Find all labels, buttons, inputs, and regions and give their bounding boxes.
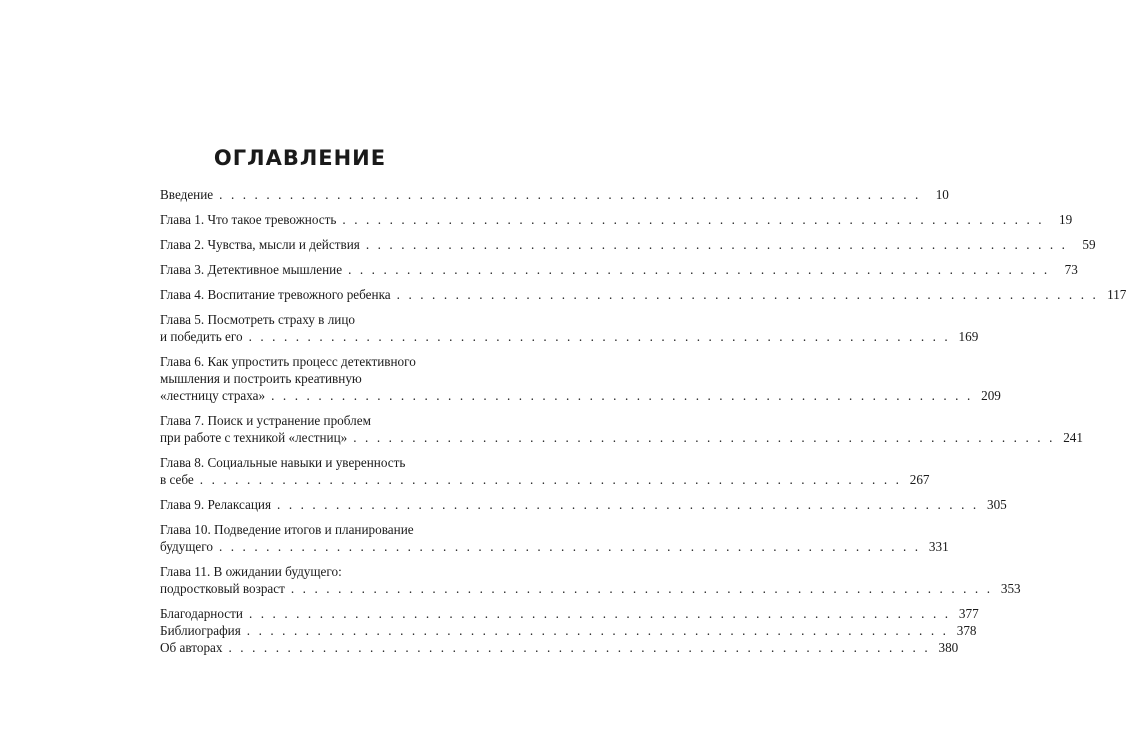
page-number: 241	[1063, 430, 1083, 445]
page-number: 209	[981, 388, 1001, 403]
dot-leader: . . . . . . . . . . . . . . . . . . . . . . . . . . . . . . . . . . . . . . . . . . . . . . . . . . . . . . . . . . . .	[199, 472, 902, 487]
page-number: 117	[1107, 287, 1126, 302]
toc-entry-title-line: мышления и построить креативную	[160, 371, 362, 386]
toc-entry-title-line: Глава 7. Поиск и устранение проблем	[160, 413, 371, 428]
page-number: 380	[938, 640, 959, 655]
toc-entry-chapter-9[interactable]	[160, 496, 1007, 513]
dot-leader: . . . . . . . . . . . . . . . . . . . . . . . . . . . . . . . . . . . . . . . . . . . . . . . . . . . . . . . . . . . .	[348, 262, 1050, 277]
toc-entry-chapter-8[interactable]	[160, 454, 930, 488]
toc-entry-chapter-7[interactable]	[160, 412, 1083, 446]
page-number: 59	[1082, 237, 1096, 252]
page-number: 169	[958, 329, 979, 344]
dot-leader: . . . . . . . . . . . . . . . . . . . . . . . . . . . . . . . . . . . . . . . . . . . . . . . . . . . . . . . . . . . .	[353, 430, 1055, 445]
dot-leader: . . . . . . . . . . . . . . . . . . . . . . . . . . . . . . . . . . . . . . . . . . . . . . . . . . . . . . . . . . . .	[277, 497, 979, 512]
dot-leader: . . . . . . . . . . . . . . . . . . . . . . . . . . . . . . . . . . . . . . . . . . . . . . . . . . . . . . . . . . . .	[342, 212, 1045, 227]
page-number: 73	[1064, 262, 1078, 277]
toc-entry-title-line: Глава 11. В ожидании будущего:	[160, 564, 342, 579]
toc-entry-chapter-5[interactable]	[160, 311, 979, 345]
toc-entry-title: Введение	[160, 187, 214, 202]
dot-leader: . . . . . . . . . . . . . . . . . . . . . . . . . . . . . . . . . . . . . . . . . . . . . . . . . . . . . . . . . . . .	[248, 606, 951, 621]
dot-leader: . . . . . . . . . . . . . . . . . . . . . . . . . . . . . . . . . . . . . . . . . . . . . . . . . . . . . . . . . . . .	[365, 237, 1068, 252]
dot-leader: . . . . . . . . . . . . . . . . . . . . . . . . . . . . . . . . . . . . . . . . . . . . . . . . . . . . . . . . . . . .	[248, 329, 951, 344]
toc-entry-acknowledgements[interactable]	[160, 605, 979, 622]
dot-leader: . . . . . . . . . . . . . . . . . . . . . . . . . . . . . . . . . . . . . . . . . . . . . . . . . . . . . . . . . . . .	[246, 623, 949, 638]
toc-entry-introduction[interactable]	[160, 186, 949, 203]
dot-leader: . . . . . . . . . . . . . . . . . . . . . . . . . . . . . . . . . . . . . . . . . . . . . . . . . . . . . . . . . . . .	[396, 287, 1099, 302]
toc-entry-title: Глава 3. Детективное мышление	[160, 262, 343, 277]
toc-entry-title-line: при работе с техникой «лестниц»	[160, 430, 348, 445]
toc-entry-title-line: и победить его	[160, 329, 243, 344]
toc-entry-title-line: Глава 6. Как упростить процесс детективного	[160, 354, 416, 369]
dot-leader: . . . . . . . . . . . . . . . . . . . . . . . . . . . . . . . . . . . . . . . . . . . . . . . . . . . . . . . . . . . .	[290, 581, 993, 596]
dot-leader: . . . . . . . . . . . . . . . . . . . . . . . . . . . . . . . . . . . . . . . . . . . . . . . . . . . . . . . . . . . .	[271, 388, 973, 403]
toc-entry-title-line: Глава 5. Посмотреть страху в лицо	[160, 312, 355, 327]
dot-leader: . . . . . . . . . . . . . . . . . . . . . . . . . . . . . . . . . . . . . . . . . . . . . . . . . . . . . . . . . . . .	[228, 640, 931, 655]
page-number: 305	[986, 497, 1007, 512]
page-number: 10	[935, 187, 949, 202]
toc-entry-bibliography[interactable]	[160, 622, 977, 639]
toc-entry-title-line: Глава 10. Подведение итогов и планирование	[160, 522, 414, 537]
toc-entry-title-line: подростковый возраст	[160, 581, 285, 596]
toc-entry-title: Благодарности	[160, 606, 243, 621]
toc-entry-title: Глава 9. Релаксация	[160, 497, 272, 512]
toc-entry-title: Глава 2. Чувства, мысли и действия	[160, 237, 360, 252]
toc-entry-title: Глава 4. Воспитание тревожного ребенка	[160, 287, 391, 302]
toc-entry-title: Библиография	[160, 623, 241, 638]
page-number: 331	[928, 539, 949, 554]
page-title: ОГЛАВЛЕНИЕ	[213, 146, 387, 170]
toc-entry-chapter-3[interactable]	[160, 261, 1078, 278]
toc-entry-about-authors[interactable]	[160, 639, 959, 656]
dot-leader: . . . . . . . . . . . . . . . . . . . . . . . . . . . . . . . . . . . . . . . . . . . . . . . . . . . . . . . . . . . .	[219, 187, 921, 202]
page-number: 353	[1000, 581, 1021, 596]
toc-entry-chapter-1[interactable]	[160, 211, 1073, 228]
dot-leader: . . . . . . . . . . . . . . . . . . . . . . . . . . . . . . . . . . . . . . . . . . . . . . . . . . . . . . . . . . . .	[218, 539, 921, 554]
toc-entry-chapter-4[interactable]	[160, 286, 1126, 303]
toc-entry-chapter-2[interactable]	[160, 236, 1096, 253]
toc-entry-title-line: будущего	[160, 539, 213, 554]
page-number: 19	[1058, 212, 1073, 227]
toc-entry-title-line: в себе	[160, 472, 194, 487]
page-number: 378	[956, 623, 977, 638]
toc-entry-title: Глава 1. Что такое тревожность	[160, 212, 337, 227]
table-of-contents	[160, 186, 1126, 656]
toc-entry-chapter-6[interactable]	[160, 353, 1001, 404]
toc-entry-title: Об авторах	[160, 640, 223, 655]
toc-entry-chapter-11[interactable]	[160, 563, 1021, 597]
toc-entry-title-line: Глава 8. Социальные навыки и уверенность	[160, 455, 406, 470]
toc-entry-chapter-10[interactable]	[160, 521, 949, 555]
page-number: 377	[958, 606, 979, 621]
page-number: 267	[909, 472, 930, 487]
toc-entry-title-line: «лестницу страха»	[160, 388, 266, 403]
